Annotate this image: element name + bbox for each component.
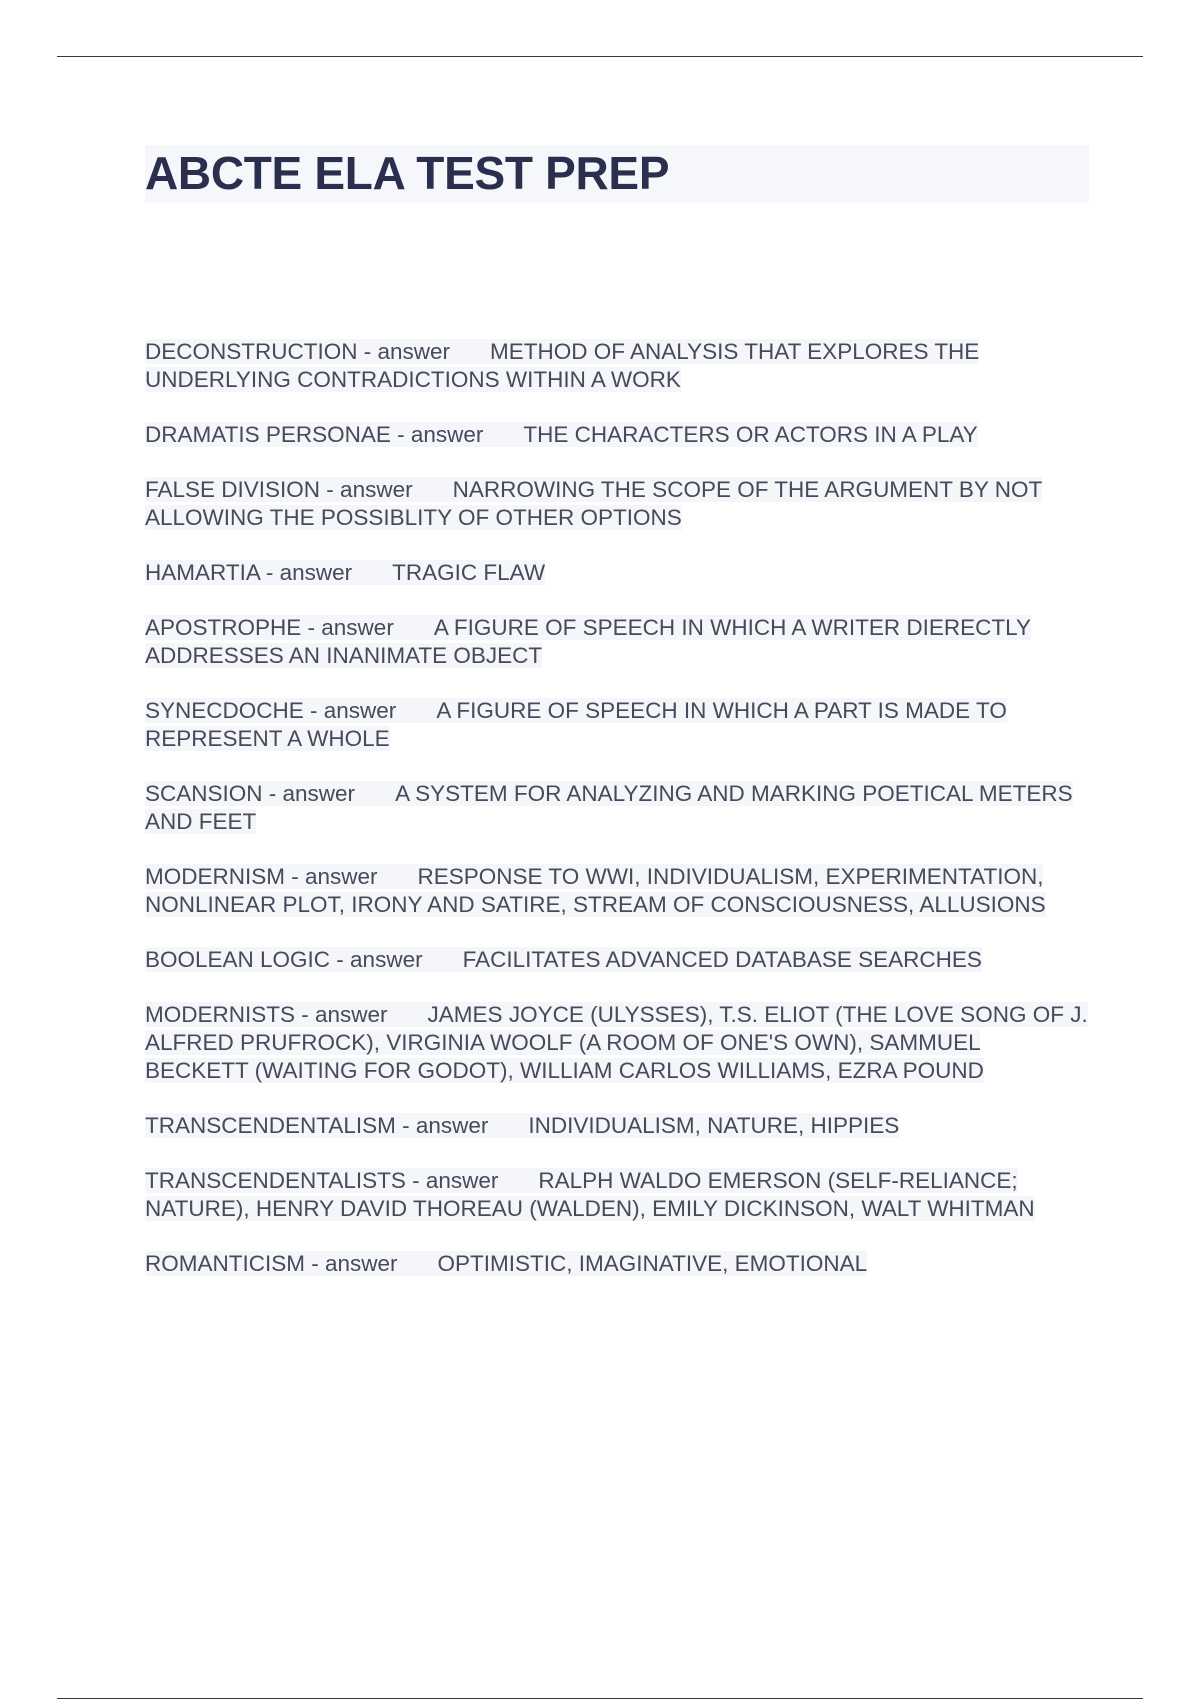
entry-term: DRAMATIS PERSONAE - answer	[145, 422, 484, 447]
entry-definition: METHOD OF ANALYSIS THAT EXPLORES THE UNDERLYING CONTRADICTIONS WITHIN A WORK	[145, 339, 980, 392]
entry-term: SYNECDOCHE - answer	[145, 698, 397, 723]
entry-term: TRANSCENDENTALISM - answer	[145, 1113, 489, 1138]
flashcard-entry	[145, 697, 1089, 753]
flashcard-entry	[145, 1112, 1089, 1140]
entry-definition: RALPH WALDO EMERSON (SELF-RELIANCE; NATURE), HENRY DAVID THOREAU (WALDEN), EMILY DICKINSON, WALT WHITMAN	[145, 1168, 1035, 1221]
entry-definition: OPTIMISTIC, IMAGINATIVE, EMOTIONAL	[437, 1251, 868, 1276]
flashcard-entry	[145, 614, 1089, 670]
page-title: ABCTE ELA TEST PREP	[145, 147, 670, 199]
entry-term: BOOLEAN LOGIC - answer	[145, 947, 423, 972]
entry-definition: FACILITATES ADVANCED DATABASE SEARCHES	[462, 947, 982, 972]
flashcard-entry	[145, 863, 1089, 919]
flashcard-entry	[145, 780, 1089, 836]
entry-definition: TRAGIC FLAW	[392, 560, 546, 585]
entry-definition: A FIGURE OF SPEECH IN WHICH A PART IS MADE TO REPRESENT A WHOLE	[145, 698, 1007, 751]
entry-definition: THE CHARACTERS OR ACTORS IN A PLAY	[523, 422, 978, 447]
flashcard-entry	[145, 559, 1089, 587]
flashcard-list	[145, 338, 1089, 1305]
flashcard-entry	[145, 476, 1089, 532]
entry-term: DECONSTRUCTION - answer	[145, 339, 451, 364]
entry-term: HAMARTIA - answer	[145, 560, 353, 585]
flashcard-entry	[145, 946, 1089, 974]
entry-definition: JAMES JOYCE (ULYSSES), T.S. ELIOT (THE LOVE SONG OF J. ALFRED PRUFROCK), VIRGINIA WOOLF (A ROOM OF ONE'S OWN), SAMMUEL BECKETT (WAITING FOR GODOT), WILLIAM CARLOS WILLIAMS, EZRA POUND	[145, 1002, 1088, 1083]
flashcard-entry	[145, 421, 1089, 449]
entry-term: ROMANTICISM - answer	[145, 1251, 398, 1276]
flashcard-entry	[145, 1001, 1089, 1085]
flashcard-entry	[145, 1250, 1089, 1278]
entry-definition: NARROWING THE SCOPE OF THE ARGUMENT BY NOT ALLOWING THE POSSIBLITY OF OTHER OPTIONS	[145, 477, 1042, 530]
entry-term: SCANSION - answer	[145, 781, 356, 806]
entry-definition: A FIGURE OF SPEECH IN WHICH A WRITER DIERECTLY ADDRESSES AN INANIMATE OBJECT	[145, 615, 1031, 668]
entry-term: APOSTROPHE - answer	[145, 615, 394, 640]
entry-definition: INDIVIDUALISM, NATURE, HIPPIES	[528, 1113, 900, 1138]
flashcard-entry	[145, 1167, 1089, 1223]
flashcard-entry	[145, 338, 1089, 394]
entry-term: MODERNISTS - answer	[145, 1002, 388, 1027]
entry-definition: RESPONSE TO WWI, INDIVIDUALISM, EXPERIMENTATION, NONLINEAR PLOT, IRONY AND SATIRE, STREAM OF CONSCIOUSNESS, ALLUSIONS	[145, 864, 1046, 917]
bottom-rule	[57, 1698, 1143, 1699]
entry-term: TRANSCENDENTALISTS - answer	[145, 1168, 499, 1193]
entry-term: MODERNISM - answer	[145, 864, 378, 889]
entry-term: FALSE DIVISION - answer	[145, 477, 413, 502]
entry-definition: A SYSTEM FOR ANALYZING AND MARKING POETICAL METERS AND FEET	[145, 781, 1073, 834]
top-rule	[57, 56, 1143, 57]
